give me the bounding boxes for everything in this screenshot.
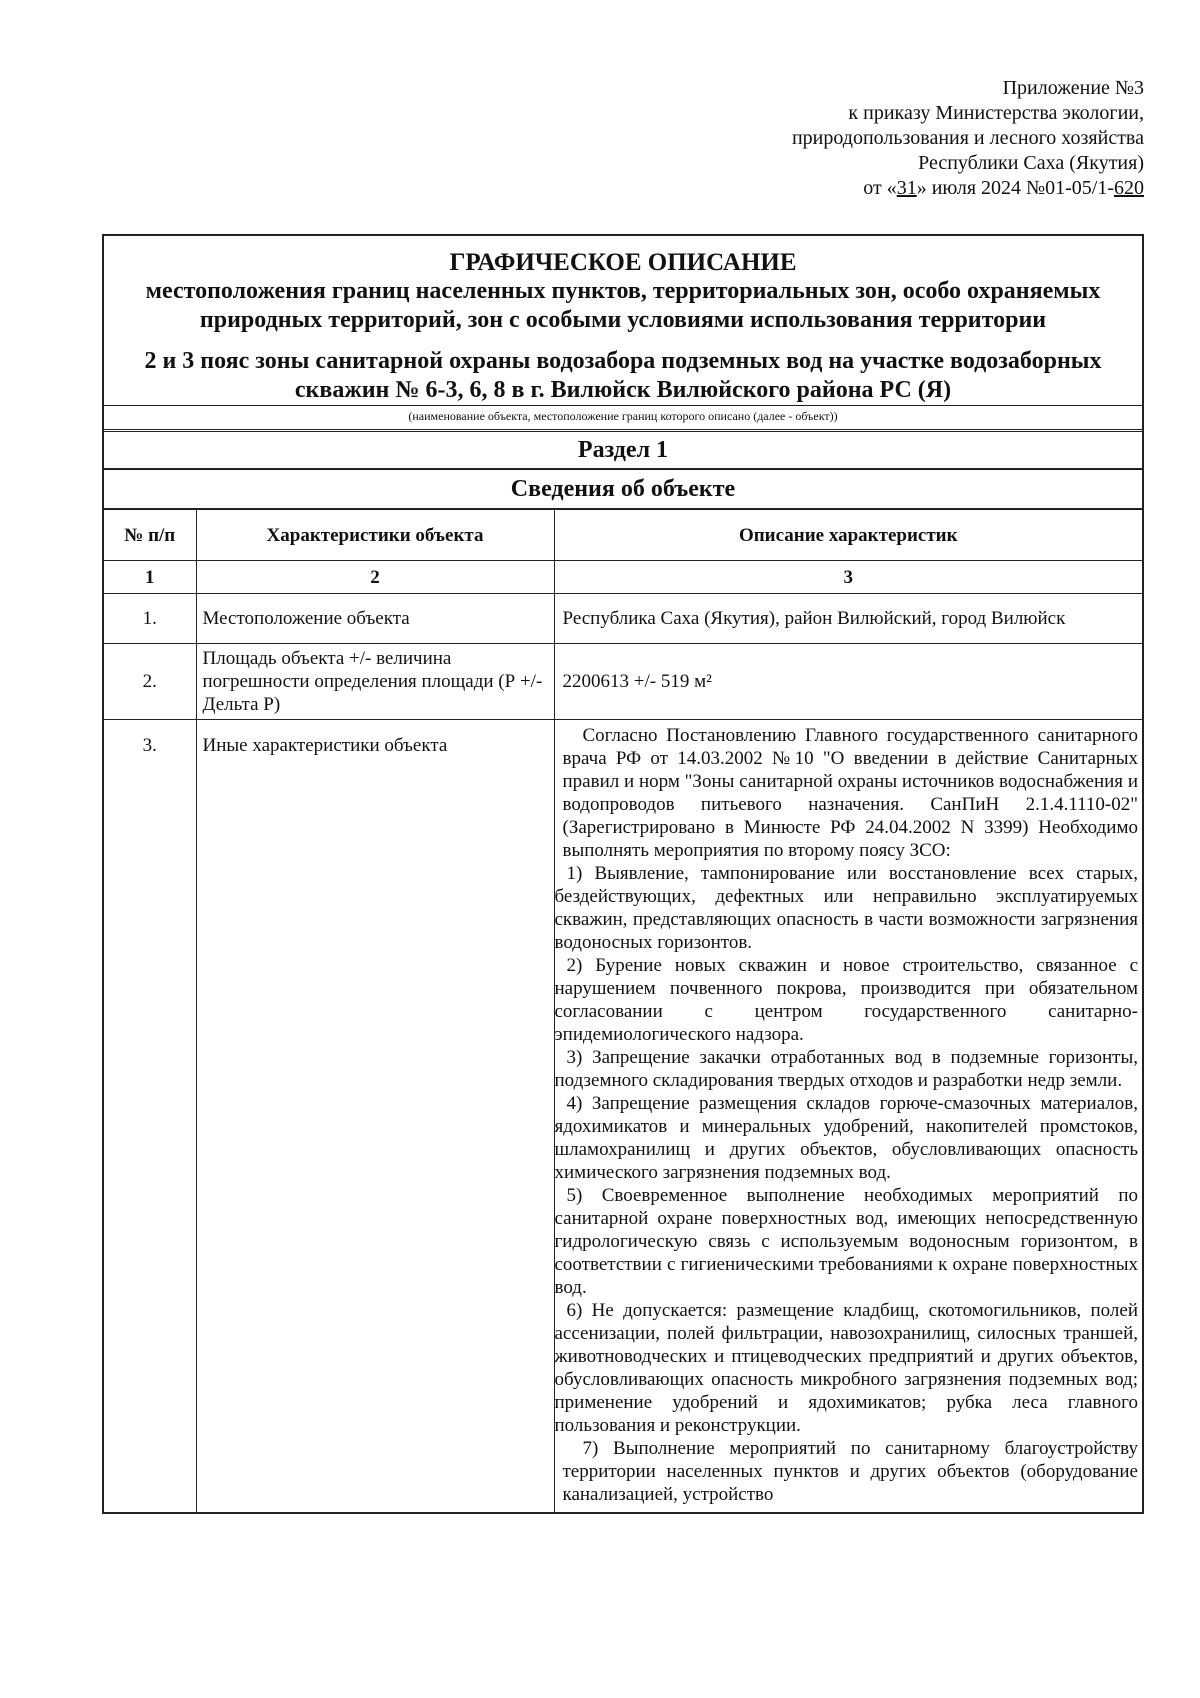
row-characteristic: Местоположение объекта: [196, 594, 554, 644]
section-title: Раздел 1: [104, 429, 1142, 468]
appendix-line-1: Приложение №3: [1002, 77, 1144, 99]
description-item-7: 7) Выполнение мероприятий по санитарному благоустройству территории населенных пунктов и других объектов (оборудование канализацией, устройство: [562, 1438, 1138, 1505]
column-header: № п/п: [104, 509, 196, 561]
section-subtitle: Сведения об объекте: [104, 468, 1142, 508]
row-description: [554, 720, 1142, 1513]
object-info-table: [104, 508, 1142, 1512]
row-number: 1.: [104, 594, 196, 644]
table-header-row: [104, 509, 1142, 561]
date-prefix: от «: [863, 177, 897, 199]
row-characteristic: Площадь объекта +/- величина погрешности определения площади (Р +/- Дельта Р): [196, 644, 554, 720]
appendix-line-4: Республики Саха (Якутия): [918, 152, 1144, 174]
column-number: 3: [554, 561, 1142, 594]
table-column-numbers-row: [104, 561, 1142, 594]
appendix-line-3: природопользования и лесного хозяйства: [791, 127, 1144, 149]
row-description: 2200613 +/- 519 м²: [554, 644, 1142, 720]
appendix-date-line: [792, 176, 1144, 201]
appendix-line-2: к приказу Министерства экологии,: [848, 102, 1144, 124]
description-item-5: 5) Своевременное выполнение необходимых мероприятий по санитарной охране поверхностных вод, имеющих непосредственную гидрологическую связь с используемым водоносным горизонтом, в соответствии с гигиеническими требованиями к охране поверхностных вод.: [554, 1185, 1138, 1298]
document-frame: [102, 234, 1144, 1514]
column-header: Описание характеристик: [554, 509, 1142, 561]
document-subtitle: местоположения границ населенных пунктов, территориальных зон, особо охраняемых природных территорий, зон с особыми условиями использования территории: [145, 278, 1101, 333]
order-number: 620: [1114, 177, 1144, 199]
description-item-1: 1) Выявление, тампонирование или восстановление всех старых, бездействующих, дефектных или неправильно эксплуатируемых скважин, представляющих опасность в части возможности загрязнения водоносных горизонтов.: [554, 863, 1138, 953]
date-day: 31: [896, 177, 917, 199]
date-mid: » июля 2024 №01-05/1-: [916, 177, 1114, 199]
description-item-6: 6) Не допускается: размещение кладбищ, скотомогильников, полей ассенизации, полей фильтрации, навозохранилищ, силосных траншей, животноводческих и птицеводческих предприятий и других объектов, обусловливающих опасность микробного загрязнения подземных вод; применение удобрений и ядохимикатов; рубка леса главного пользования и реконструкции.: [554, 1300, 1138, 1436]
object-caption: (наименование объекта, местоположение границ которого описано (далее - объект)): [104, 405, 1142, 429]
row-characteristic: Иные характеристики объекта: [196, 720, 554, 1513]
description-item-4: 4) Запрещение размещения складов горюче-смазочных материалов, ядохимикатов и минеральных удобрений, накопителей промстоков, шламохранилищ и других объектов, обусловливающих опасность химического загрязнения подземных вод.: [554, 1093, 1138, 1183]
description-item-3: 3) Запрещение закачки отработанных вод в подземные горизонты, подземного складирования твердых отходов и разработки недр земли.: [554, 1047, 1138, 1091]
document-title: ГРАФИЧЕСКОЕ ОПИСАНИЕ: [449, 249, 797, 276]
table-row: [104, 720, 1142, 1513]
appendix-block: [792, 76, 1144, 201]
row-number: 2.: [104, 644, 196, 720]
description-intro: Согласно Постановлению Главного государственного санитарного врача РФ от 14.03.2002 №10 "О введении в действие Санитарных правил и норм "Зоны санитарной охраны источников водоснабжения и водопроводов питьевого назначения. СанПиН 2.1.4.1110-02" (Зарегистрировано в Минюсте РФ 24.04.2002 N 3399) Необходимо выполнять мероприятия по второму поясу ЗСО:: [562, 725, 1138, 861]
column-number: 1: [104, 561, 196, 594]
column-header: Характеристики объекта: [196, 509, 554, 561]
table-row: [104, 644, 1142, 720]
object-name: 2 и 3 пояс зоны санитарной охраны водозабора подземных вод на участке водозаборных скважин № 6-3, 6, 8 в г. Вилюйск Вилюйского района РС (Я): [144, 348, 1102, 403]
description-item-2: 2) Бурение новых скважин и новое строительство, связанное с нарушением почвенного покрова, производится при обязательном согласовании с центром государственного санитарно-эпидемиологического надзора.: [554, 955, 1138, 1045]
row-number: 3.: [104, 720, 196, 1513]
row-description: Республика Саха (Якутия), район Вилюйский, город Вилюйск: [554, 594, 1142, 644]
document-header: [104, 236, 1142, 405]
table-row: [104, 594, 1142, 644]
column-number: 2: [196, 561, 554, 594]
